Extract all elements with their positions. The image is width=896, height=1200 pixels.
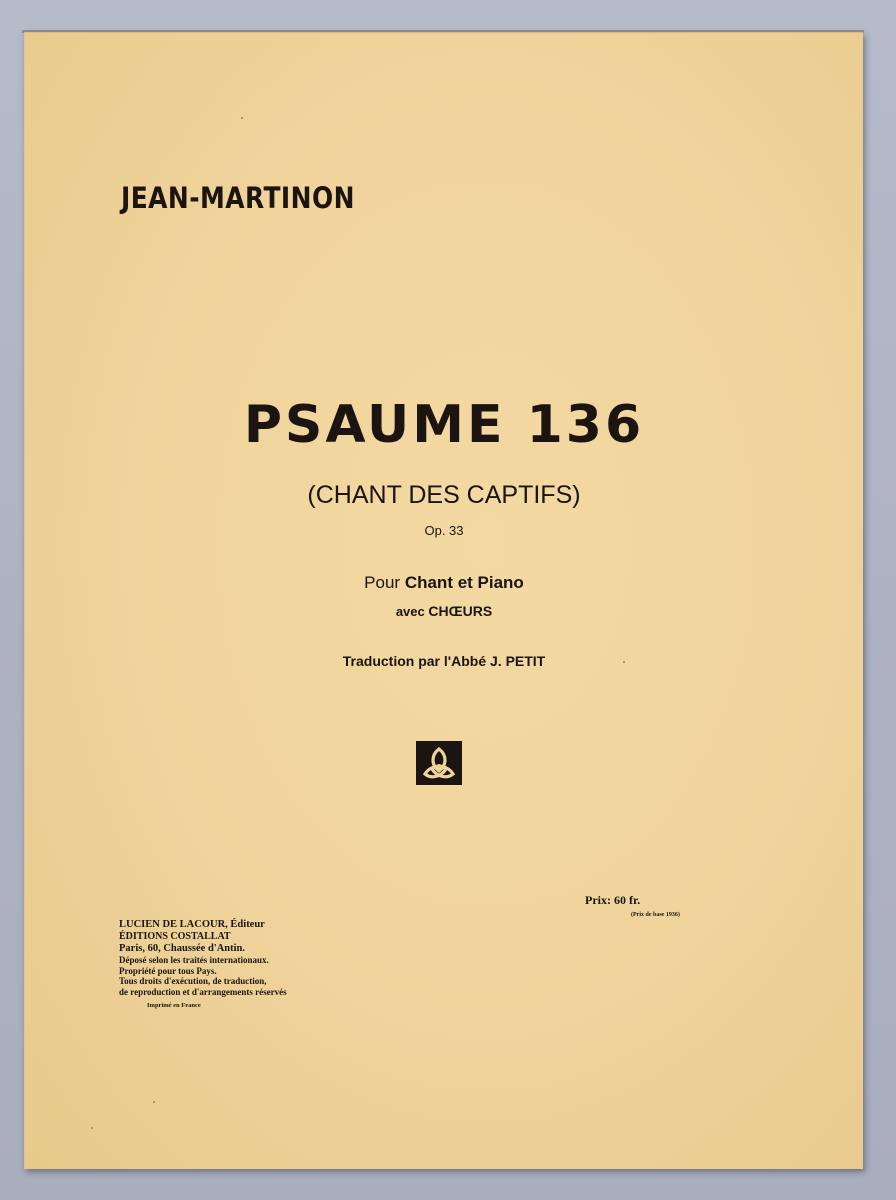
legal-line: de reproduction et d'arrangements réservés [119, 986, 287, 997]
score-cover [24, 32, 863, 1169]
paper-speck [623, 661, 625, 663]
legal-line: Tous droits d'exécution, de traduction, [119, 976, 267, 986]
legal-line: Déposé selon les traités internationaux. [119, 955, 269, 965]
composer-name: JEAN-MARTINON [121, 181, 355, 215]
opus-number: Op. 33 [424, 523, 464, 538]
publisher-emblem-icon [416, 741, 462, 785]
printed-in-france: Imprimé en France [147, 1002, 201, 1009]
paper-speck [153, 1101, 155, 1103]
price-base-note: (Prix de base 1936) [631, 912, 680, 918]
instrumentation-prefix: Pour [364, 573, 401, 592]
paper-speck [241, 117, 243, 119]
work-subtitle: (CHANT DES CAPTIFS) [307, 481, 581, 509]
choir-line [25, 603, 863, 619]
price-label: Prix: 60 fr. [585, 893, 641, 907]
work-title: PSAUME 136 [243, 395, 645, 455]
choir-prefix: avec [395, 604, 425, 619]
paper-speck [91, 1127, 93, 1129]
choir-label: CHŒURS [428, 603, 493, 619]
publisher-block [119, 919, 287, 1012]
instrumentation [25, 573, 863, 593]
legal-line: Propriété pour tous Pays. [119, 965, 217, 976]
publisher-imprint: ÉDITIONS COSTALLAT [119, 931, 231, 942]
publisher-address: Paris, 60, Chaussée d'Antin. [119, 943, 246, 954]
translation-credit: Traduction par l'Abbé J. PETIT [342, 653, 546, 669]
instrumentation-voices: Chant et Piano [404, 573, 524, 592]
publisher-name: LUCIEN DE LACOUR, Éditeur [119, 919, 265, 930]
